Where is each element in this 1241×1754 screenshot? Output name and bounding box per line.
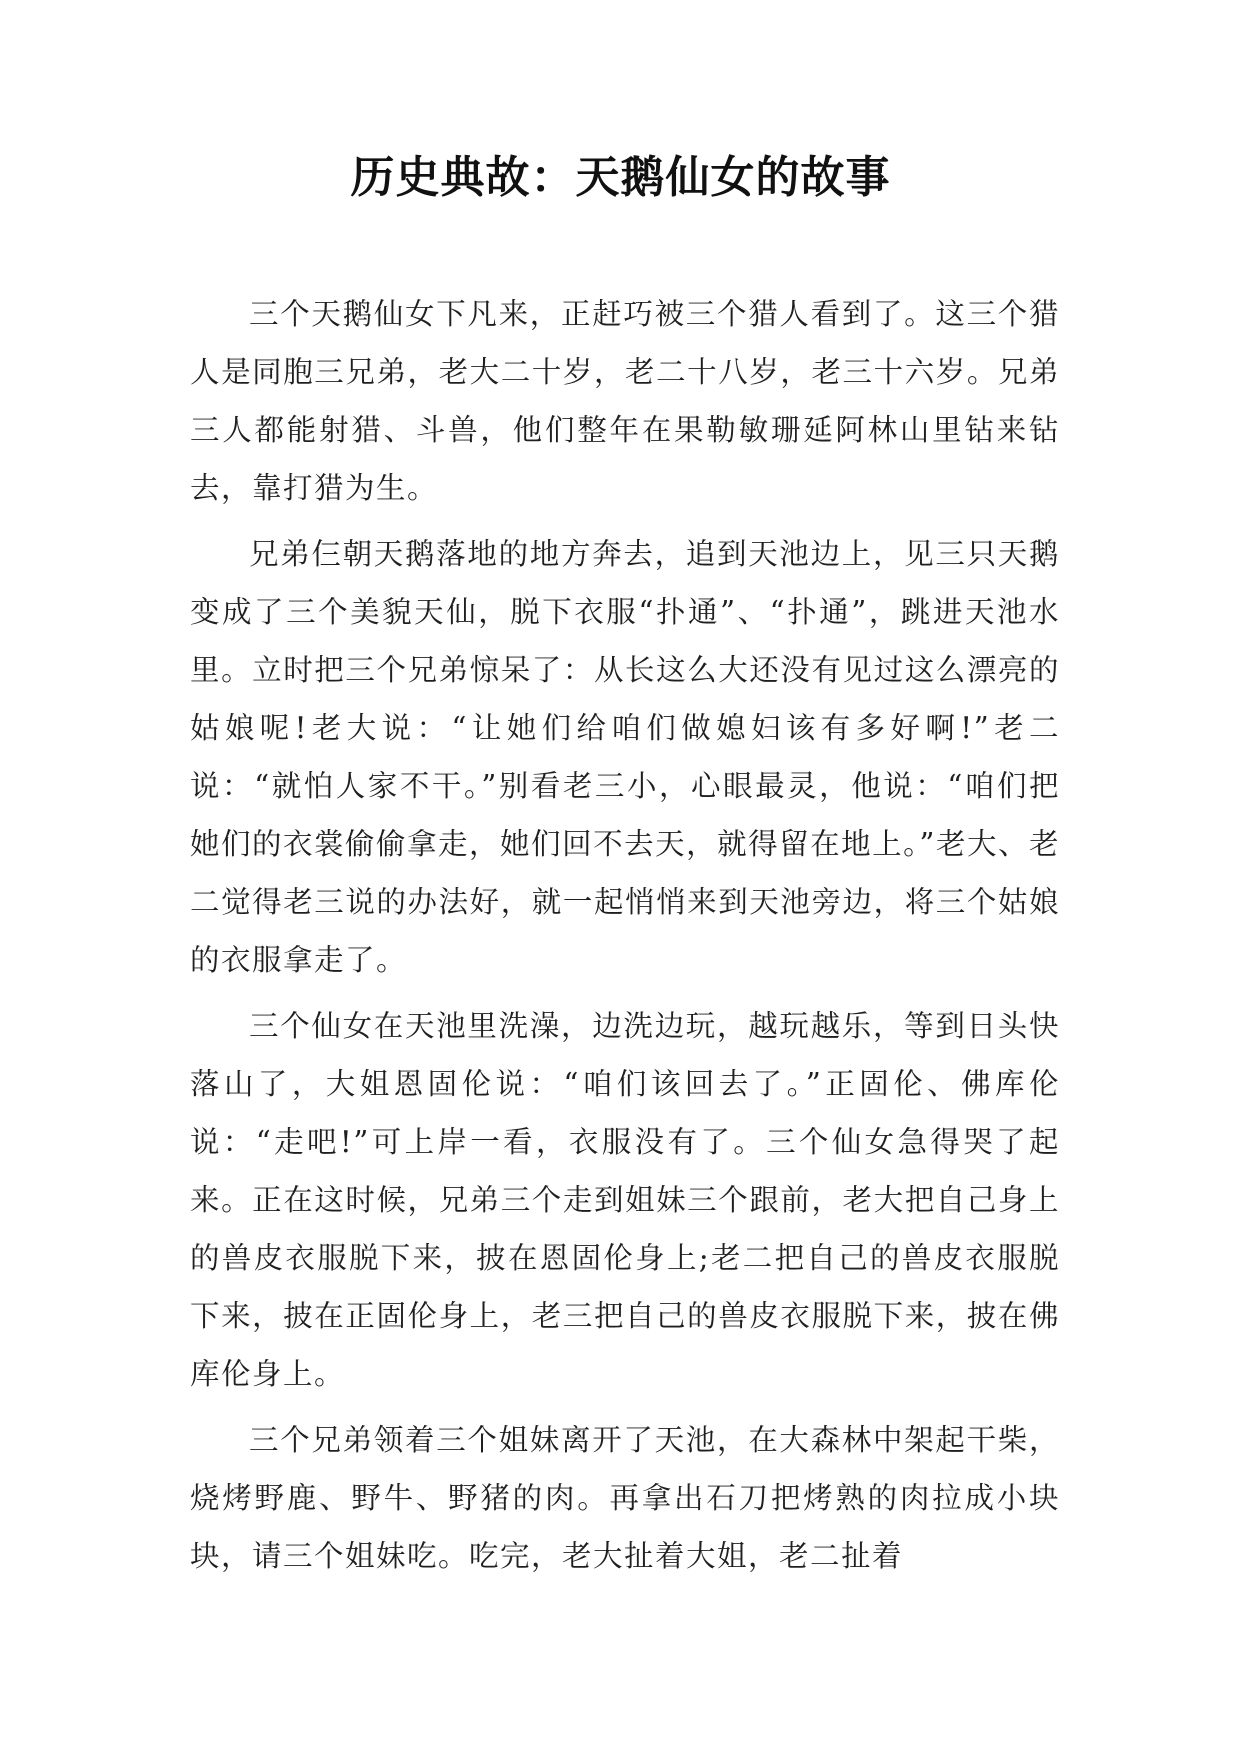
paragraph-1: 三个天鹅仙女下凡来，正赶巧被三个猎人看到了。这三个猎人是同胞三兄弟，老大二十岁，老二十八岁，老三十六岁。兄弟三人都能射猎、斗兽，他们整年在果勒敏珊延阿林山里钻来钻去，靠打猎为生。	[190, 297, 1060, 505]
paragraph-3: 三个仙女在天池里洗澡，边洗边玩，越玩越乐，等到日头快落山了，大姐恩固伦说：“咱们该回去了。”正固伦、佛库伦说：“走吧!”可上岸一看，衣服没有了。三个仙女急得哭了起来。正在这时候，兄弟三个走到姐妹三个跟前，老大把自己身上的兽皮衣服脱下来，披在恩固伦身上;老二把自己的兽皮衣服脱下来，披在正固伦身上，老三把自己的兽皮衣服脱下来，披在佛库伦身上。	[190, 1009, 1060, 1391]
paragraph-4: 三个兄弟领着三个姐妹离开了天池，在大森林中架起干柴，烧烤野鹿、野牛、野猪的肉。再拿出石刀把烤熟的肉拉成小块块，请三个姐妹吃。吃完，老大扯着大姐，老二扯着	[190, 1423, 1060, 1573]
document-title: 历史典故：天鹅仙女的故事	[350, 152, 891, 203]
document-body	[190, 285, 1060, 1593]
paragraph-2: 兄弟仨朝天鹅落地的地方奔去，追到天池边上，见三只天鹅变成了三个美貌天仙，脱下衣服“扑通”、“扑通”，跳进天池水里。立时把三个兄弟惊呆了：从长这么大还没有见过这么漂亮的姑娘呢!老大说：“让她们给咱们做媳妇该有多好啊!”老二说：“就怕人家不干。”别看老三小，心眼最灵，他说：“咱们把她们的衣裳偷偷拿走，她们回不去天，就得留在地上。”老大、老二觉得老三说的办法好，就一起悄悄来到天池旁边，将三个姑娘的衣服拿走了。	[190, 537, 1060, 977]
